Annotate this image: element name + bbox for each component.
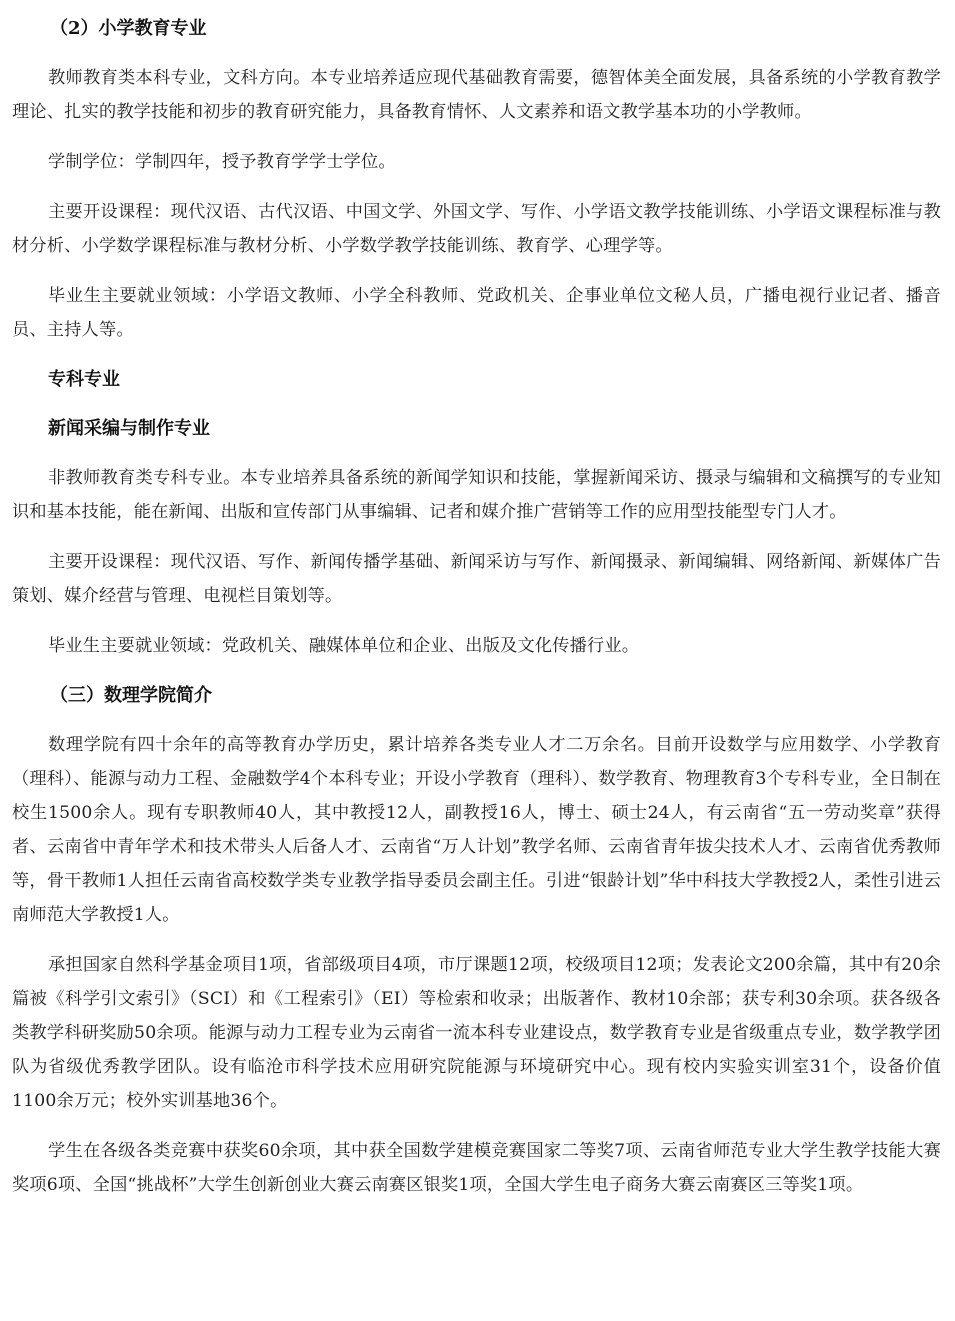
journalism-courses: 主要开设课程：现代汉语、写作、新闻传播学基础、新闻采访与写作、新闻摄录、新闻编辑、网络新闻、新媒体广告策划、媒介经营与管理、电视栏目策划等。 [12,552,941,606]
primary-education-careers: 毕业生主要就业领域：小学语文教师、小学全科教师、党政机关、企事业单位文秘人员，广播电视行业记者、播音员、主持人等。 [12,286,941,340]
college-awards-paragraph: 学生在各级各类竞赛中获奖60余项，其中获全国数学建模竞赛国家二等奖7项、云南省师范专业大学生教学技能大赛奖项6项、全国“挑战杯”大学生创新创业大赛云南赛区银奖1项，全国大学生电子商务大赛云南赛区三等奖1项。 [12,1141,941,1195]
journalism-major-heading: 新闻采编与制作专业 [48,418,210,439]
primary-education-intro: 教师教育类本科专业，文科方向。本专业培养适应现代基础教育需要，德智体美全面发展，具备系统的小学教育教学理论、扎实的教学技能和初步的教育研究能力，具备教育情怀、人文素养和语文教学基本功的小学教师。 [12,68,941,122]
primary-education-degree: 学制学位：学制四年，授予教育学学士学位。 [48,152,396,172]
junior-college-heading: 专科专业 [48,369,120,390]
journalism-careers: 毕业生主要就业领域：党政机关、融媒体单位和企业、出版及文化传播行业。 [48,636,640,656]
math-physics-college-heading: （三）数理学院简介 [50,685,212,706]
college-history-paragraph: 数理学院有四十余年的高等教育办学历史，累计培养各类专业人才二万余名。目前开设数学与应用数学、小学教育（理科）、能源与动力工程、金融数学4个本科专业；开设小学教育（理科）、数学教育、物理教育3个专科专业，全日制在校生1500余人。现有专职教师40人，其中教授12人，副教授16人，博士、硕士24人，有云南省“五一劳动奖章”获得者、云南省中青年学术和技术带头人后备人才、云南省“万人计划”教学名师、云南省青年拔尖技术人才、云南省优秀教师等，骨干教师1人担任云南省高校数学类专业教学指导委员会副主任。引进“银龄计划”华中科技大学教授2人，柔性引进云南师范大学教授1人。 [12,735,941,925]
primary-education-heading: （2）小学教育专业 [50,18,207,39]
college-research-paragraph: 承担国家自然科学基金项目1项，省部级项目4项，市厅课题12项，校级项目12项；发表论文200余篇，其中有20余篇被《科学引文索引》（SCI）和《工程索引》（EI）等检索和收录；出版著作、教材10余部；获专利30余项。获各级各类教学科研奖励50余项。能源与动力工程专业为云南省一流本科专业建设点，数学教育专业是省级重点专业，数学教学团队为省级优秀教学团队。设有临沧市科学技术应用研究院能源与环境研究中心。现有校内实验实训室31个，设备价值1100余万元；校外实训基地36个。 [12,955,941,1111]
primary-education-courses: 主要开设课程：现代汉语、古代汉语、中国文学、外国文学、写作、小学语文教学技能训练、小学语文课程标准与教材分析、小学数学课程标准与教材分析、小学数学教学技能训练、教育学、心理学等。 [12,202,941,256]
journalism-intro: 非教师教育类专科专业。本专业培养具备系统的新闻学知识和技能，掌握新闻采访、摄录与编辑和文稿撰写的专业知识和基本技能，能在新闻、出版和宣传部门从事编辑、记者和媒介推广营销等工作的应用型技能型专门人才。 [12,468,941,522]
